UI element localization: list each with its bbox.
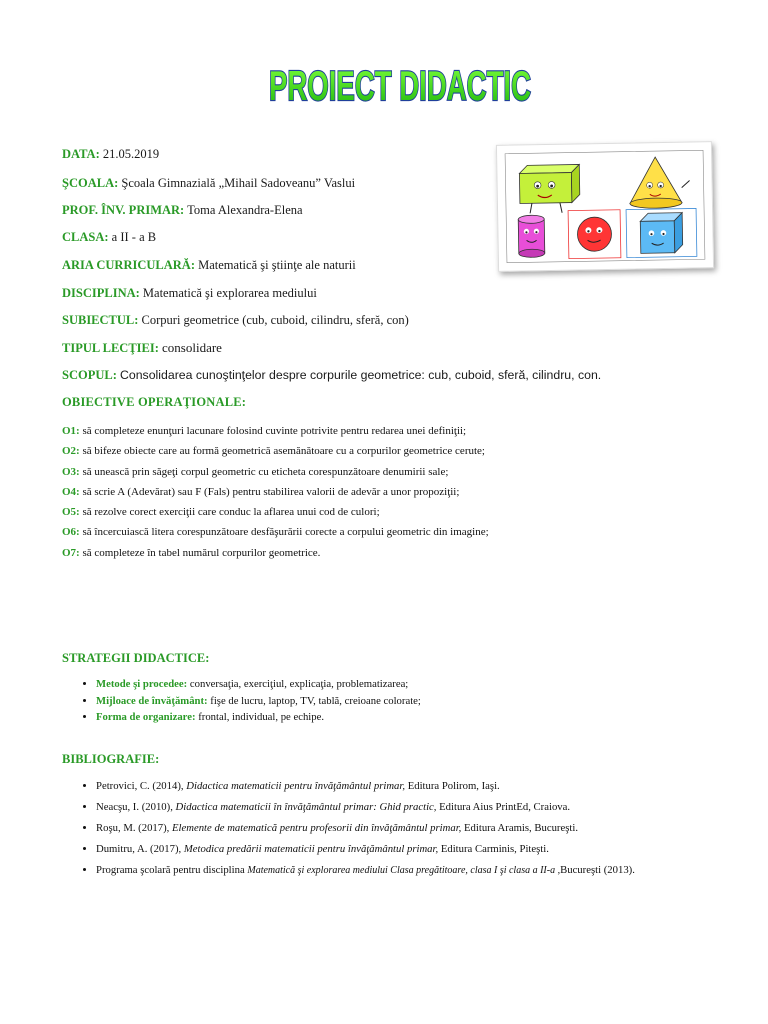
objective-item: O2: să bifeze obiecte care au formă geometrică asemănătoare cu a corpurilor geometrice cerute; [62,445,485,458]
bibliography-item: • Roşu, M. (2017), Elemente de matematică pentru profesorii din învăţământul primar, Editura Aramis, Bucureşti. [96,818,635,839]
strategy-item: • Forma de organizare: frontal, individual, pe echipe. [96,709,421,726]
objective-item: O6: să încercuiască litera corespunzătoare desfăşurării corecte a corpului geometric din imagine; [62,526,489,539]
objective-item: O3: să unească prin săgeţi corpul geometric cu eticheta corespunzătoare denumirii sale; [62,465,449,478]
objectives-title: OBIECTIVE OPERAŢIONALE: [62,395,247,409]
aria-label: ARIA CURRICULARĂ: [62,258,195,272]
strategy-item: • Mijloace de învăţământ: fişe de lucru, laptop, TV, tablă, creioane colorate; [96,693,421,710]
subiectul-value: Corpuri geometrice (cub, cuboid, cilindru, sferă, con) [141,313,409,327]
bibliography-list [78,776,635,881]
clasa-label: CLASA: [62,230,109,244]
disciplina-value: Matematică şi explorarea mediului [142,286,317,300]
tipul-label: TIPUL LECŢIEI: [62,341,159,355]
bibliography-item: • Programa şcolară pentru disciplina Matematică şi explorarea mediului Clasa pregătitoare, clasa I şi clasa a II-a ,Bucureşti (2013). [96,860,635,881]
field-scopul [62,368,601,383]
field-disciplina [62,286,317,301]
clasa-value: a II - a B [111,230,157,244]
field-aria [62,258,356,273]
bibliography-item: • Petrovici, C. (2014), Didactica matematicii pentru învăţământul primar, Editura Polirom, Iaşi. [96,776,635,797]
prof-value: Toma Alexandra-Elena [187,203,303,217]
cylinder-character-icon [518,215,545,257]
objective-item: O7: să completeze în tabel numărul corpurilor geometrice. [62,546,321,559]
scoala-label: ŞCOALA: [62,176,119,190]
disciplina-label: DISCIPLINA: [62,286,140,300]
field-tipul [62,340,222,356]
aria-value: Matematică şi ştiinţe ale naturii [198,258,356,272]
prof-label: PROF. ÎNV. PRIMAR: [62,203,185,217]
field-prof [62,203,303,218]
strategy-item: • Metode şi procedee: conversaţia, exerciţiul, explicaţia, problematizarea; [96,676,421,693]
strategies-title: STRATEGII DIDACTICE: [62,651,210,665]
bibliography-title: BIBLIOGRAFIE: [62,752,160,766]
tipul-value: consolidare [162,340,222,355]
scopul-label: SCOPUL: [62,368,117,382]
title-text: PROIECT DIDACTIC [269,62,531,109]
objective-item: O1: să completeze enunţuri lacunare folosind cuvinte potrivite pentru redarea unei definiţii; [62,425,467,437]
field-data [62,147,159,162]
field-scoala [62,176,355,191]
objective-item: O5: să rezolve corect exerciţii care conduc la aflarea unui cod de culori; [62,506,380,519]
scopul-value: Consolidarea cunoştinţelor despre corpurile geometrice: cub, cuboid, sferă, cilindru, con. [120,368,602,382]
bibliography-item: • Dumitru, A. (2017), Metodica predării matematicii pentru învăţământul primar, Editura Carminis, Piteşti. [96,839,635,860]
strategies-list [78,676,421,726]
bibliography-item: • Neacşu, I. (2010), Didactica matematicii în învăţământul primar: Ghid practic, Editura Aius PrintEd, Craiova. [96,797,635,818]
document-title [264,58,536,110]
scoala-value: Şcoala Gimnazială „Mihail Sadoveanu” Vaslui [121,176,356,190]
subiectul-label: SUBIECTUL: [62,313,139,327]
field-clasa [62,230,156,245]
data-value: 21.05.2019 [102,147,160,161]
objective-item: O4: să scrie A (Adevărat) sau F (Fals) pentru stabilirea valorii de adevăr a unor propoziţii; [62,485,460,498]
data-label: DATA: [62,147,100,161]
objectives-list [62,421,489,563]
field-subiectul [62,313,409,328]
geometric-shapes-image [496,141,714,272]
